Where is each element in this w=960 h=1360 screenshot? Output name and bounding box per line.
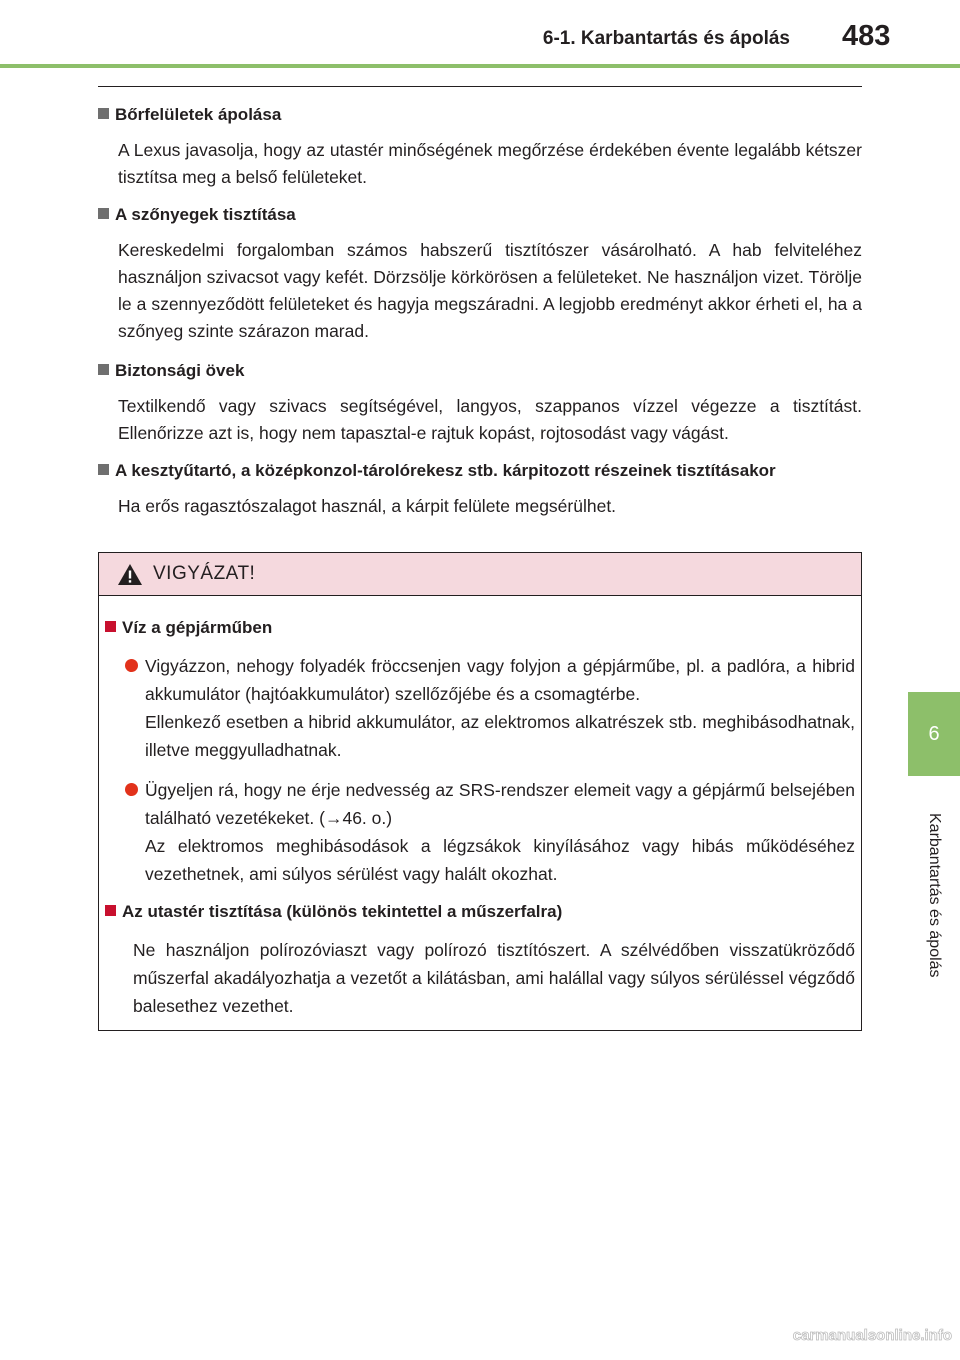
- header-divider: [0, 64, 960, 68]
- warning-subheading: [105, 900, 855, 924]
- square-bullet-icon: [98, 108, 109, 119]
- section-heading-text: A kesztyűtartó, a középkonzol-tárolórekesz stb. kárpitozott részeinek tisztításakor: [115, 461, 776, 480]
- bullet-line: Ellenkező esetben a hibrid akkumulátor, az elektromos alkatrészek stb. meghibásodhatnak, illetve meggyulladhatnak.: [145, 712, 855, 760]
- section-upholstered-parts: [98, 460, 862, 520]
- warning-triangle-icon: [117, 563, 143, 586]
- page-number: 483: [842, 20, 891, 52]
- section-body: Ha erős ragasztószalagot használ, a kárpit felülete megsérülhet.: [118, 496, 617, 516]
- warning-paragraph: Ne használjon polírozóviaszt vagy polírozó tisztítószert. A szélvédőben visszatükröződő műszerfal akadályozhatja a vezetőt a kilátásban, ami halállal vagy súlyos sérüléssel végződő balesethez vezethet.: [133, 940, 855, 1016]
- bullet-line: Vigyázzon, nehogy folyadék fröccsenjen vagy folyjon a gépjárműbe, pl. a padlóra, a hibrid akkumulátor (hajtóakkumulátor) szellőzőjébe és a csomagtérbe.: [145, 656, 855, 704]
- warning-header: [99, 553, 861, 596]
- round-bullet-icon: [125, 659, 138, 672]
- watermark-text: carmanualsonline.info: [792, 1327, 952, 1344]
- section-title: 6-1. Karbantartás és ápolás: [542, 28, 790, 49]
- square-bullet-icon: [98, 364, 109, 375]
- warning-title: VIGYÁZAT!: [153, 563, 256, 584]
- bullet-line: Az elektromos meghibásodások a légzsákok kinyílásához vagy hibás működéséhez vezethetnek, ami súlyos sérülést vagy halált okozhat.: [145, 836, 855, 884]
- square-bullet-icon: [105, 905, 116, 916]
- square-bullet-icon: [105, 621, 116, 632]
- content-top-divider: [98, 86, 862, 87]
- section-heading: [98, 204, 862, 226]
- section-heading-text: A szőnyegek tisztítása: [115, 205, 296, 224]
- warning-body: [99, 596, 861, 1020]
- round-bullet-icon: [125, 783, 138, 796]
- warning-bullet: [125, 652, 855, 764]
- section-heading: [98, 360, 862, 382]
- section-seat-belts: [98, 360, 862, 447]
- section-leather-care: [98, 104, 862, 191]
- warning-subheading: [105, 616, 855, 640]
- square-bullet-icon: [98, 208, 109, 219]
- section-heading-text: Bőrfelületek ápolása: [115, 105, 282, 124]
- section-body: Kereskedelmi forgalomban számos habszerű tisztítószer vásárolható. A hab felviteléhez használjon szivacsot vagy kefét. Dörzsölje körkörösen a felületeket. Ne használjon vizet. Törölje le a szennyeződött felületeket és hagyja megszáradni. A legjobb eredményt akkor érheti el, ha a szőnyeg szinte szárazon marad.: [118, 240, 862, 341]
- chapter-label-text: Karbantartás és ápolás: [926, 812, 943, 978]
- warning-subheading-text: Az utastér tisztítása (különös tekintettel a műszerfalra): [122, 902, 563, 921]
- warning-subheading-text: Víz a gépjárműben: [122, 618, 273, 637]
- warning-bullet: [125, 776, 855, 888]
- section-body: A Lexus javasolja, hogy az utastér minőségének megőrzése érdekében évente legalább kétszer tisztítsa meg a belső felületeket.: [118, 140, 862, 187]
- warning-box: [98, 552, 862, 1031]
- section-body: Textilkendő vagy szivacs segítségével, langyos, szappanos vízzel végezze a tisztítást. Ellenőrizze azt is, hogy nem tapasztal-e rajtuk kopást, rojtosodást vagy vágást.: [118, 396, 862, 443]
- section-heading: [98, 460, 862, 482]
- watermark: [766, 1318, 952, 1350]
- chapter-number: 6: [928, 722, 940, 745]
- chapter-label: [908, 790, 960, 1000]
- bullet-line: Ügyeljen rá, hogy ne érje nedvesség az SRS-rendszer elemeit vagy a gépjármű belsejében található vezetékeket. (→46. o.): [145, 780, 855, 828]
- chapter-tab[interactable]: [908, 692, 960, 776]
- square-bullet-icon: [98, 464, 109, 475]
- section-carpet-cleaning: [98, 204, 862, 345]
- section-heading-text: Biztonsági övek: [115, 361, 245, 380]
- section-heading: [98, 104, 862, 126]
